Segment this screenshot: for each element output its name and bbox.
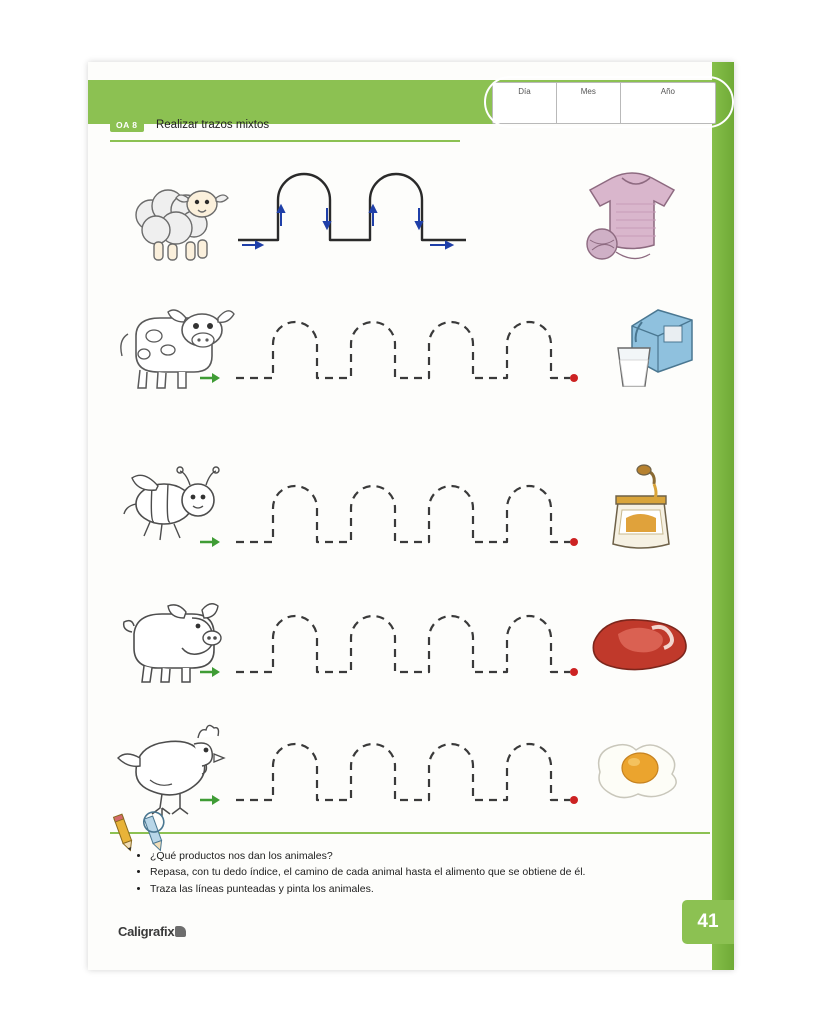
sweater-and-yarn-illustration (566, 160, 706, 278)
publisher-logo-text: Caligrafix (118, 924, 175, 939)
date-box[interactable] (492, 82, 716, 124)
table-row (88, 452, 734, 570)
table-row (88, 582, 734, 700)
trace-dotted-cow[interactable] (218, 288, 578, 406)
date-year-label: Año (660, 87, 675, 96)
table-row (88, 160, 734, 278)
logo-mark-icon (175, 926, 186, 937)
trace-dotted-bee[interactable] (218, 452, 578, 570)
steak-illustration (566, 582, 706, 700)
objective-badge: OA 8 (110, 118, 144, 132)
bee-illustration (106, 452, 236, 570)
objective-text: Realizar trazos mixtos (155, 118, 270, 131)
publisher-logo (118, 924, 186, 939)
hen-illustration (106, 710, 236, 828)
date-day-cell[interactable] (493, 83, 557, 123)
worksheet-sheet (88, 62, 734, 970)
table-row (88, 710, 734, 828)
date-year-cell[interactable] (621, 83, 715, 123)
page-number: 41 (682, 900, 734, 944)
pig-illustration (106, 582, 236, 700)
fried-egg-illustration (566, 710, 706, 828)
trace-dotted-hen[interactable] (218, 710, 578, 828)
date-month-label: Mes (580, 87, 596, 96)
list-item: • Traza las líneas punteadas y pinta los animales. (150, 881, 696, 897)
trace-dotted-pig[interactable] (218, 582, 578, 700)
instructions-list (136, 848, 696, 897)
honey-jar-illustration (566, 452, 706, 570)
date-month-cell[interactable] (557, 83, 621, 123)
trace-model-sheep[interactable] (218, 160, 578, 278)
objective-underline (110, 140, 460, 142)
cow-illustration (106, 288, 236, 406)
list-item: • Repasa, con tu dedo índice, el camino de cada animal hasta el alimento que se obtiene de él. (150, 864, 696, 880)
list-item: • ¿Qué productos nos dan los animales? (150, 848, 696, 864)
date-day-label: Día (518, 87, 531, 96)
table-row (88, 288, 734, 406)
objective-row (110, 116, 482, 142)
bottom-divider (110, 832, 710, 834)
sheep-illustration (106, 160, 236, 278)
milk-carton-and-glass-illustration (566, 288, 706, 406)
